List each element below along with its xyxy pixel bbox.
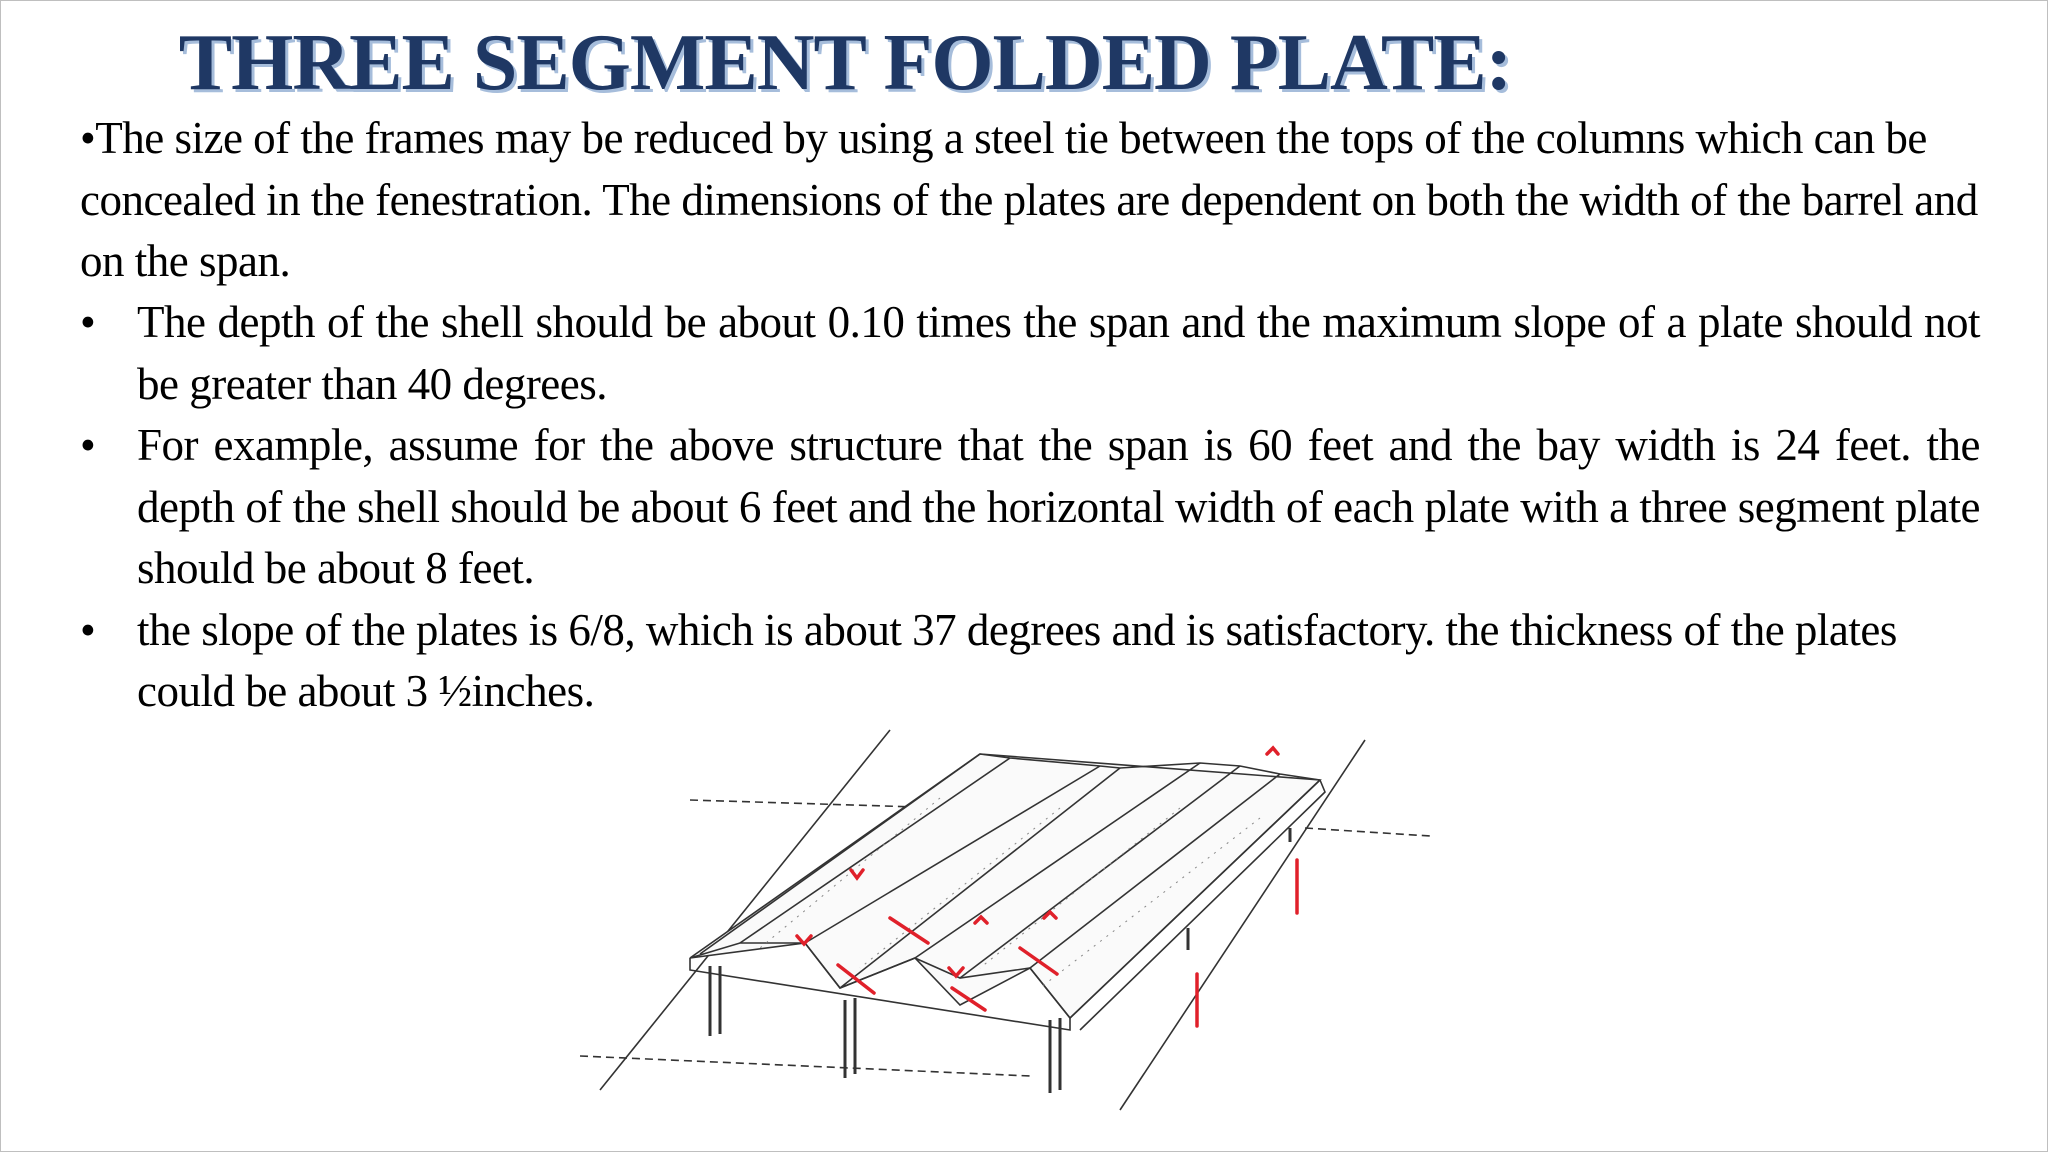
bullet-dot: •: [80, 604, 96, 655]
bullet-item: [80, 600, 1980, 723]
bullet-list: [80, 292, 1980, 723]
intro-paragraph: •The size of the frames may be reduced by using a steel tie between the tops of the columns which can be concealed in the fenestration. The dimensions of the plates are dependent on both the width of the barrel and on the span.: [80, 113, 1978, 286]
bullet-dot: •: [80, 297, 96, 347]
slide-title: THREE SEGMENT FOLDED PLATE:: [178, 19, 1512, 107]
bullet-text: the slope of the plates is 6/8, which is about 37 degrees and is satisfactory. the thickness of the plates could be about 3 ½inches.: [137, 604, 1897, 716]
grid-line: [1305, 828, 1430, 836]
bullet-item: [80, 292, 1980, 415]
annotation-mark: [1267, 748, 1278, 754]
bullet-text: The depth of the shell should be about 0.10 times the span and the maximum slope of a plate should not be greater than 40 degrees.: [137, 297, 1980, 409]
grid-line: [580, 1056, 1030, 1076]
folded-plate-sketch: [560, 718, 1440, 1118]
bullet-item: [80, 415, 1980, 600]
bullet-text: For example, assume for the above structure that the span is 60 feet and the bay width is 24 feet. the depth of the shell should be about 6 feet and the horizontal width of each plate with a three segment plate should be about 8 feet.: [137, 420, 1980, 593]
roof-outline: [690, 754, 1320, 1018]
bullet-dot: •: [80, 420, 96, 470]
